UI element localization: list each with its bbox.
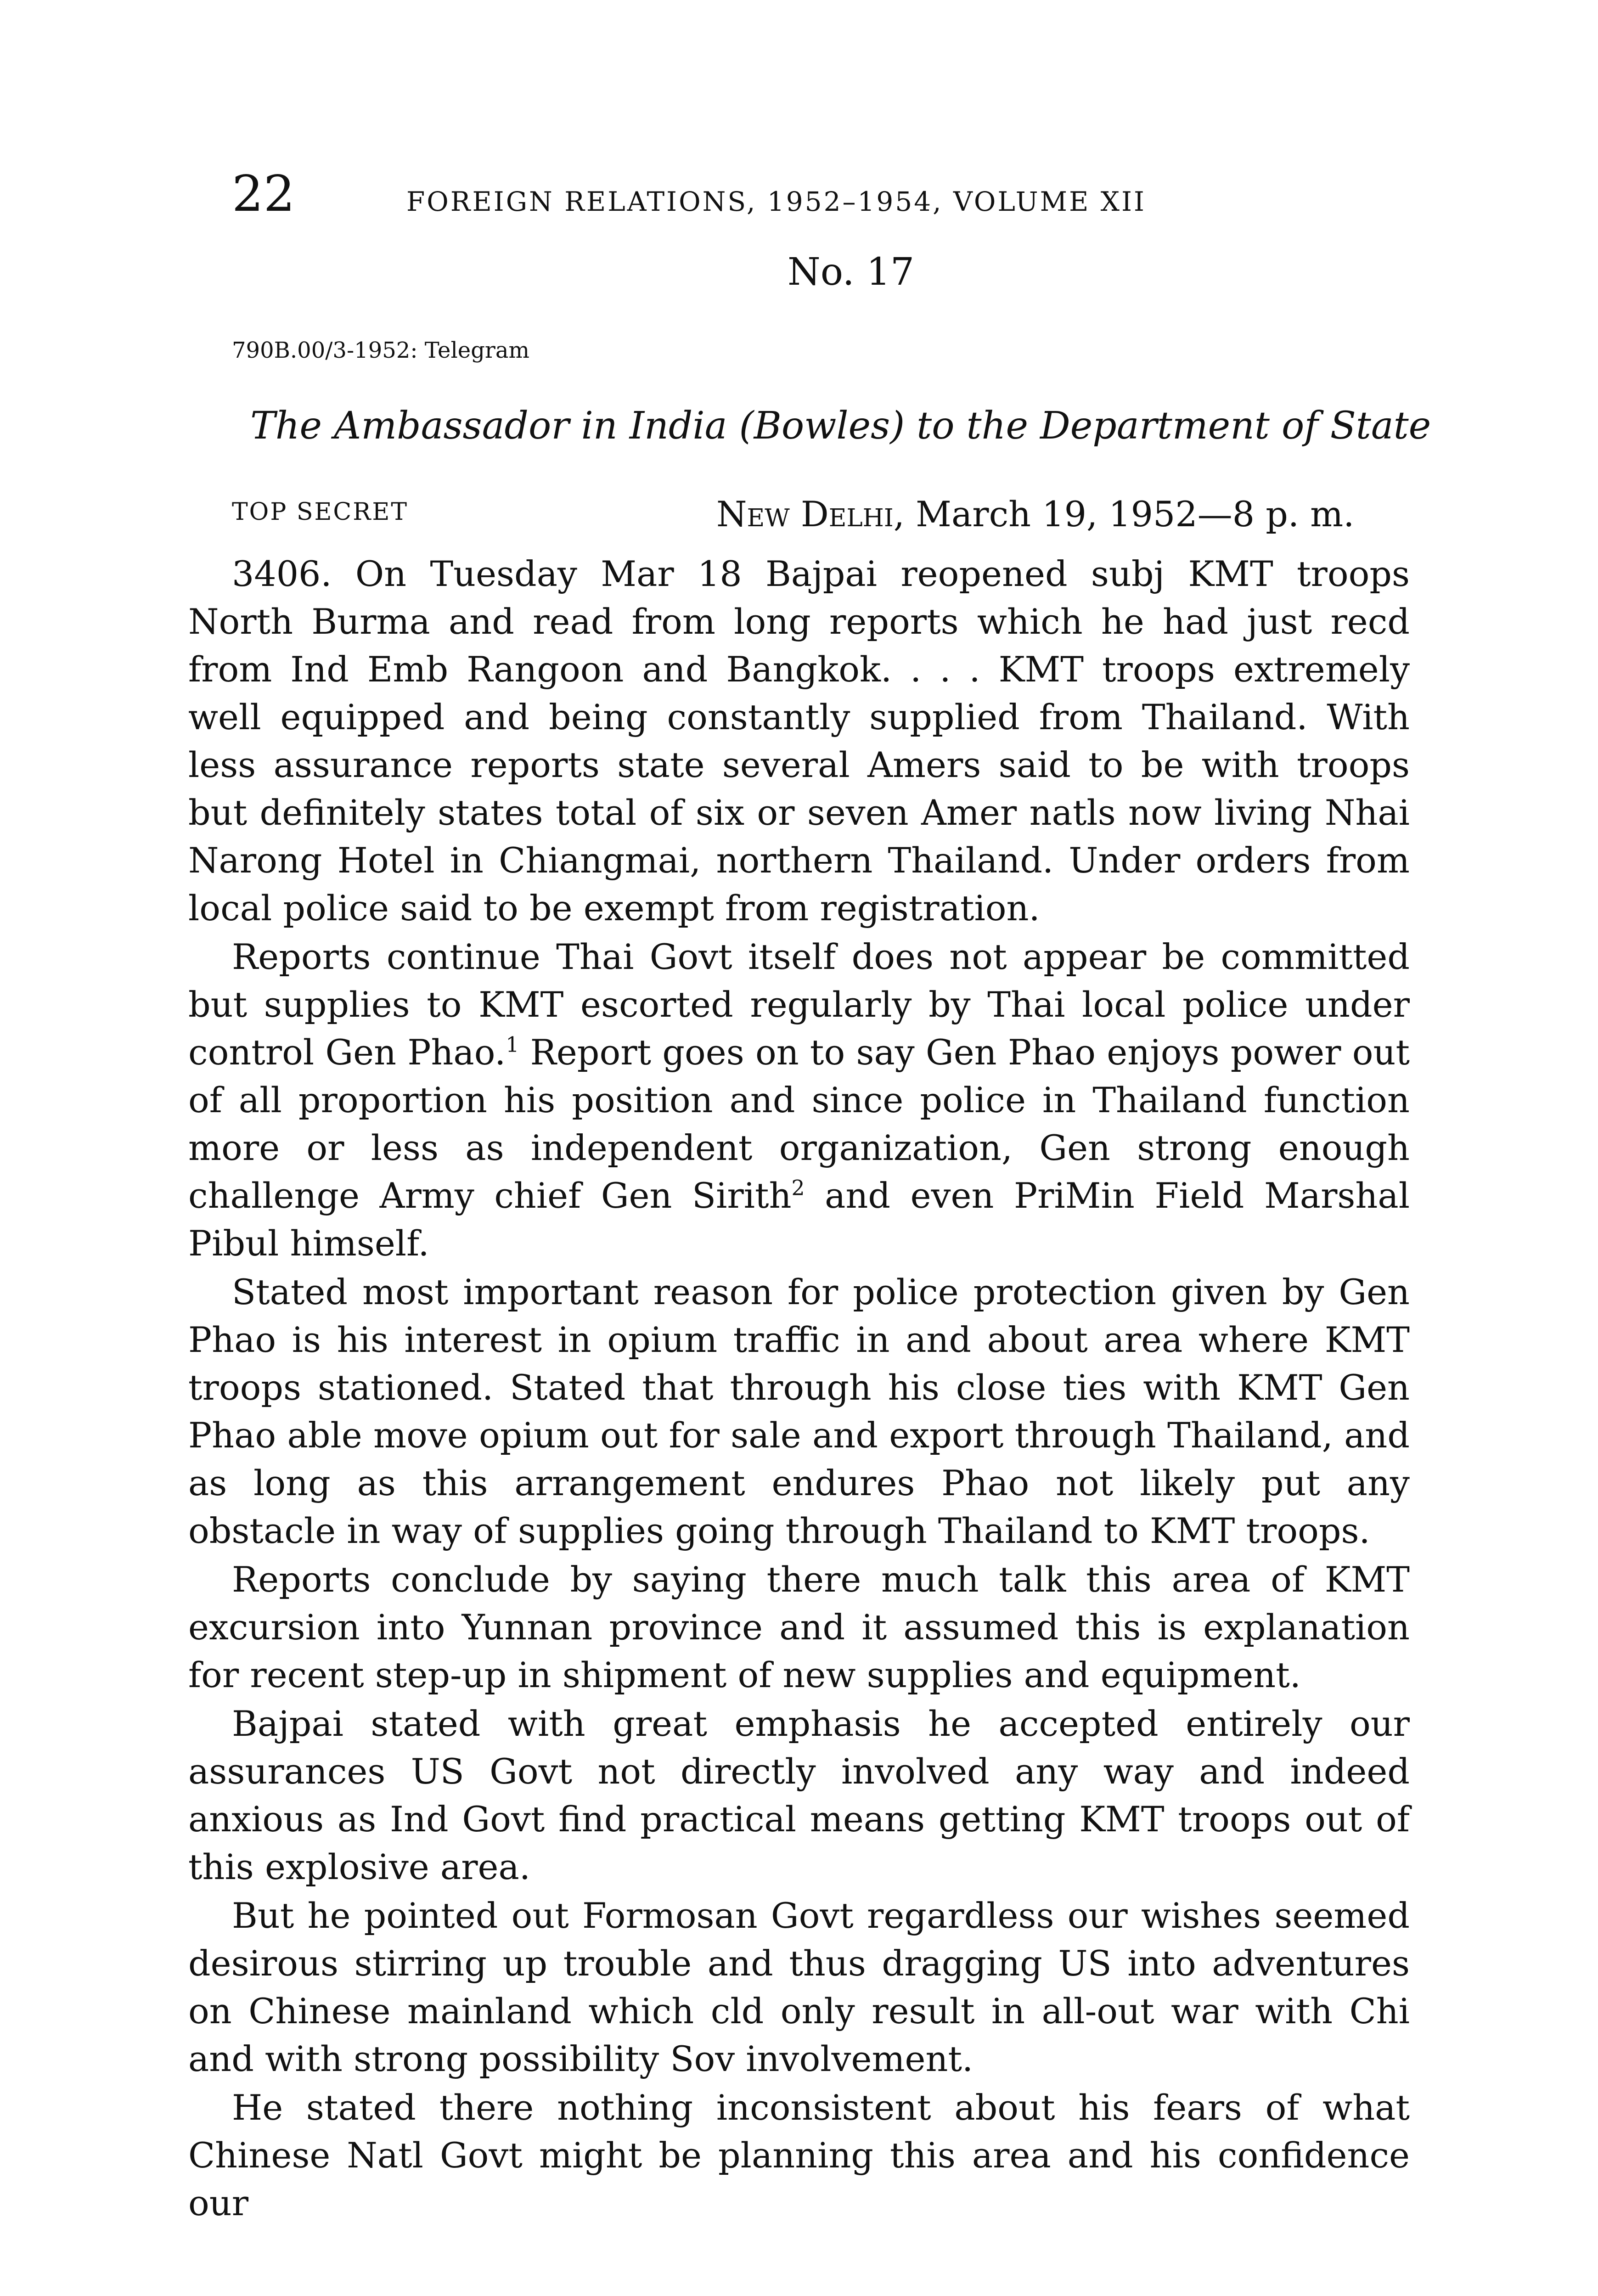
dateline bbox=[716, 494, 1354, 535]
footnote-ref-2[interactable]: 2 bbox=[791, 1176, 805, 1200]
paragraph-1: 3406. On Tuesday Mar 18 Bajpai reopened subj KMT troops North Burma and read from long reports which he had just recd from Ind Emb Rangoon and Bangkok. . . . KMT troops extremely well equipped and being constantly supplied from Thailand. With less assurance reports state several Amers said to be with troops but definitely states total of six or seven Amer natls now living Nhai Narong Hotel in Chiangmai, northern Thailand. Under orders from local police said to be exempt from registration. bbox=[188, 553, 1410, 929]
paragraph-3: Stated most important reason for police protection given by Gen Phao is his interest in opium traffic in and about area where KMT troops stationed. Stated that through his close ties with KMT Gen Phao able move opium out for sale and export through Thailand, and as long as this arrangement endures Phao not likely put any obstacle in way of supplies going through Thailand to KMT troops. bbox=[188, 1272, 1410, 1551]
paragraph-2-part-1: Reports continue Thai Govt itself does not appear be committed but supplies to KMT escorted regularly by Thai local police under control Gen Phao. bbox=[188, 936, 1410, 1073]
dateline-place: New Delhi, bbox=[716, 494, 905, 535]
classification: TOP SECRET bbox=[232, 498, 408, 526]
file-reference: 790B.00/3-1952: Telegram bbox=[232, 338, 529, 363]
paragraph-5: Bajpai stated with great emphasis he accepted entirely our assurances US Govt not directly involved any way and indeed anxious as Ind Govt find practical means getting KMT troops out of this explosive area. bbox=[188, 1703, 1410, 1887]
dateline-date: March 19, 1952—8 p. m. bbox=[916, 494, 1355, 535]
telegram-body bbox=[188, 550, 1410, 2228]
paragraph-7: He stated there nothing inconsistent about his fears of what Chinese Natl Govt might be planning this area and his confidence our bbox=[188, 2087, 1410, 2223]
paragraph-2 bbox=[188, 933, 1410, 1267]
document-number: No. 17 bbox=[788, 250, 915, 294]
paragraph-2-part-3: and even PriMin Field Marshal Pibul himself. bbox=[188, 1175, 1410, 1264]
paragraph-2-part-2: Report goes on to say Gen Phao enjoys power out of all proportion his position and since police in Thailand function more or less as independent organization, Gen strong enough challenge Army chief Gen Sirith bbox=[188, 1032, 1410, 1216]
document-heading: The Ambassador in India (Bowles) to the Department of State bbox=[250, 404, 1431, 448]
running-title: FOREIGN RELATIONS, 1952–1954, VOLUME XII bbox=[406, 186, 1146, 217]
paragraph-4: Reports conclude by saying there much talk this area of KMT excursion into Yunnan province and it assumed this is explanation for recent step-up in shipment of new supplies and equipment. bbox=[188, 1559, 1410, 1695]
paragraph-6: But he pointed out Formosan Govt regardless our wishes seemed desirous stirring up trouble and thus dragging US into adventures on Chinese mainland which cld only result in all-out war with Chi and with strong possibility Sov involvement. bbox=[188, 1895, 1410, 2079]
footnote-ref-1[interactable]: 1 bbox=[506, 1032, 519, 1057]
page-number: 22 bbox=[232, 165, 295, 223]
